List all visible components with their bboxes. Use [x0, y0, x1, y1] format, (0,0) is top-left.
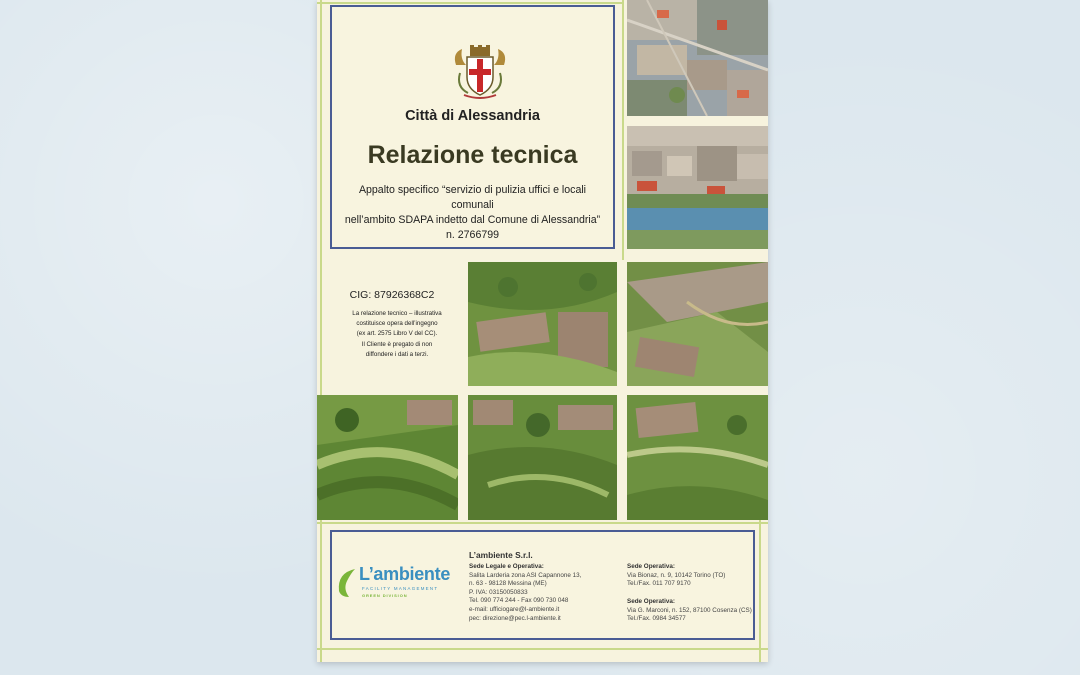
- aerial-photo-ramparts: [627, 395, 768, 520]
- subtitle-line: nell’ambito SDAPA indetto dal Comune di Alessandria”: [344, 214, 601, 226]
- subtitle-line: Appalto specifico “servizio di pulizia uffici e locali comunali: [358, 184, 587, 211]
- op2-heading: Sede Operativa:: [627, 598, 675, 605]
- city-crest-icon: [452, 43, 508, 101]
- aerial-photo-barracks: [468, 395, 617, 520]
- aerial-photo-fortress: [468, 262, 617, 386]
- address-line: P. IVA: 03150050833: [469, 588, 528, 596]
- aerial-photo-river: [627, 126, 768, 249]
- aerial-photo-bastion: [627, 262, 768, 386]
- leaf-icon: [337, 567, 359, 599]
- logo-tagline: FACILITY MANAGEMENT: [362, 586, 439, 591]
- company-logo: [337, 563, 449, 603]
- decor-line: [317, 2, 622, 4]
- legal-address: [469, 563, 581, 623]
- operational-address-torino: [627, 563, 725, 589]
- company-name: L’ambiente S.r.l.: [469, 550, 533, 560]
- title-box: [330, 5, 615, 249]
- legal-heading: Sede Legale e Operativa:: [469, 563, 544, 570]
- logo-wordmark: L’ambiente: [359, 564, 451, 584]
- note-line: Il Cliente è pregato di non: [361, 340, 433, 348]
- address-line: pec: direzione@pec.l-ambiente.it: [469, 614, 561, 622]
- document-page: [317, 0, 768, 662]
- footer-box: [330, 530, 755, 640]
- address-line: e-mail: ufficiogare@l-ambiente.it: [469, 605, 560, 613]
- address-line: Via Bionaz, n. 9, 10142 Torino (TO): [627, 571, 726, 579]
- address-line: Tel./Fax. 011 707 9170: [627, 580, 691, 588]
- note-line: (ex art. 2575 Libro V del CC).: [356, 330, 438, 338]
- city-name: Città di Alessandria: [405, 108, 540, 124]
- aerial-photo-moat: [317, 395, 458, 520]
- op1-heading: Sede Operativa:: [627, 563, 675, 570]
- note-line: diffondere i dati a terzi.: [365, 350, 429, 358]
- address-line: Salita Larderia zona ASI Capannone 13,: [469, 571, 582, 579]
- note-line: La relazione tecnico – illustrativa: [352, 310, 442, 317]
- decor-line: [622, 0, 624, 260]
- confidentiality-note: [327, 309, 467, 360]
- decor-line: [320, 0, 322, 662]
- address-line: Via G. Marconi, n. 152, 87100 Cosenza (CS): [627, 606, 752, 614]
- address-line: Tel./Fax. 0984 34577: [627, 615, 686, 623]
- subtitle-line: n. 2766799: [445, 229, 500, 241]
- address-line: n. 63 - 98128 Messina (ME): [469, 580, 547, 588]
- address-line: Tel. 090 774 244 - Fax 090 730 048: [469, 597, 569, 605]
- note-line: costituisce opera dell’ingegno: [356, 320, 438, 328]
- document-subtitle: [338, 183, 607, 243]
- aerial-photo-city: [627, 0, 768, 116]
- decor-line: [317, 522, 768, 524]
- decor-line: [759, 515, 761, 662]
- logo-division: GREEN DIVISION: [362, 593, 408, 598]
- cig-code: CIG: 87926368C2: [349, 289, 435, 301]
- operational-address-cosenza: [627, 598, 752, 624]
- decor-line: [317, 648, 768, 650]
- document-title: Relazione tecnica: [367, 141, 578, 169]
